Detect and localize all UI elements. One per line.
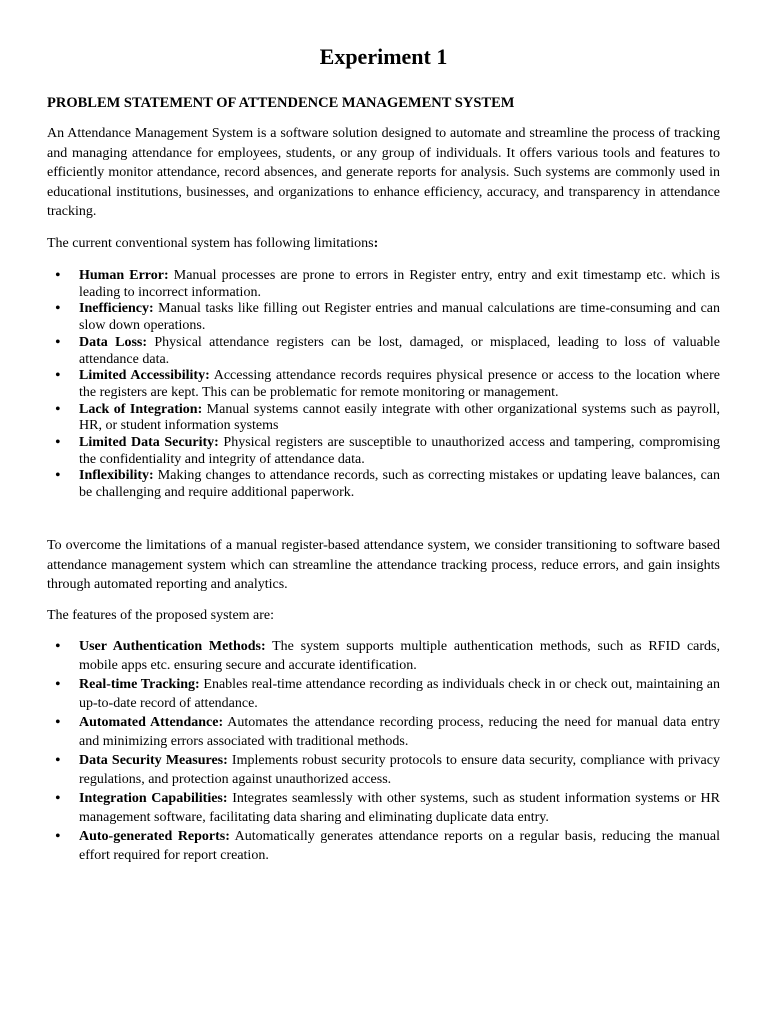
limitation-term: Human Error: — [79, 268, 169, 283]
feature-term: Integration Capabilities: — [79, 791, 228, 806]
feature-item — [47, 751, 720, 789]
limitation-text: Physical registers are susceptible to unauthorized access and tampering, compromising the confidentiality and integrity of attendance data. — [79, 435, 720, 467]
limitation-item — [47, 435, 720, 468]
intro-paragraph: An Attendance Management System is a software solution designed to automate and streamline the process of tracking and managing attendance for employees, students, or any group of individuals. It offers various tools and features to efficiently monitor attendance, record absences, and generate reports for analysis. Such systems are commonly used in educational institutions, businesses, and organizations to enhance efficiency, accuracy, and transparency in attendance tracking. — [47, 126, 720, 219]
features-list — [47, 637, 720, 865]
feature-term: Automated Attendance: — [79, 715, 224, 730]
feature-text: Implements robust security protocols to ensure data security, compliance with privacy regulations, and protection against unauthorized access. — [79, 753, 720, 787]
feature-text: Enables real-time attendance recording as individuals check in or check out, maintaining an up-to-date record of attendance. — [79, 677, 720, 711]
limitations-intro — [47, 234, 720, 254]
problem-statement-heading: PROBLEM STATEMENT OF ATTENDENCE MANAGEMENT SYSTEM — [47, 95, 515, 111]
limitation-term: Inefficiency: — [79, 301, 154, 317]
limitation-term: Data Loss: — [79, 334, 148, 350]
limitation-term: Inflexibility: — [79, 468, 154, 484]
feature-item — [47, 675, 720, 713]
features-intro: The features of the proposed system are: — [47, 608, 275, 623]
limitation-term: Limited Data Security: — [79, 435, 219, 451]
feature-term: Auto-generated Reports: — [79, 829, 230, 844]
limitation-text: Manual systems cannot easily integrate with other organizational systems such as payroll, HR, or student information systems — [79, 401, 720, 434]
limitation-item — [47, 335, 720, 368]
limitation-item — [47, 368, 720, 401]
limitation-text: Accessing attendance records requires physical presence or access to the location where the registers are kept. This can be problematic for remote monitoring or management. — [79, 368, 720, 400]
feature-item — [47, 637, 720, 675]
feature-item — [47, 713, 720, 751]
feature-text: The system supports multiple authentication methods, such as RFID cards, mobile apps etc. ensuring secure and accurate identification. — [79, 639, 720, 673]
feature-item — [47, 827, 720, 865]
limitations-list — [47, 268, 720, 502]
limitations-intro-text: The current conventional system has following limitations — [47, 236, 374, 251]
limitation-text: Making changes to attendance records, such as correcting mistakes or updating leave balances, can be challenging and require additional paperwork. — [79, 468, 720, 501]
limitation-term: Limited Accessibility: — [79, 368, 210, 384]
feature-item — [47, 789, 720, 827]
limitation-item — [47, 301, 720, 334]
feature-term: User Authentication Methods: — [79, 639, 266, 654]
feature-text: Integrates seamlessly with other systems, such as student information systems or HR management software, facilitating data sharing and eliminating duplicate data entry. — [79, 791, 721, 825]
limitation-text: Physical attendance registers can be lost, damaged, or misplaced, leading to loss of valuable attendance data. — [79, 334, 720, 367]
feature-text: Automates the attendance recording process, reducing the need for manual data entry and minimizing errors associated with traditional methods. — [79, 715, 720, 749]
page-title: Experiment 1 — [319, 44, 448, 69]
limitations-intro-colon: : — [373, 236, 379, 251]
feature-text: Automatically generates attendance reports on a regular basis, reducing the manual effort required for report creation. — [79, 829, 720, 863]
limitation-term: Lack of Integration: — [79, 401, 203, 417]
limitation-text: Manual processes are prone to errors in Register entry, entry and exit timestamp etc. which is leading to incorrect information. — [79, 268, 720, 300]
limitation-text: Manual tasks like filling out Register entries and manual calculations are time-consuming and can slow down operations. — [79, 301, 720, 334]
limitation-item — [47, 402, 720, 435]
feature-term: Real-time Tracking: — [79, 677, 200, 692]
limitation-item — [47, 468, 720, 501]
overcome-paragraph: To overcome the limitations of a manual register-based attendance system, we consider transitioning to software based attendance management system which can streamline the attendance tracking process, reduce errors, and gain insights through automated reporting and analytics. — [47, 538, 720, 592]
feature-term: Data Security Measures: — [79, 753, 228, 768]
limitation-item — [47, 268, 720, 301]
